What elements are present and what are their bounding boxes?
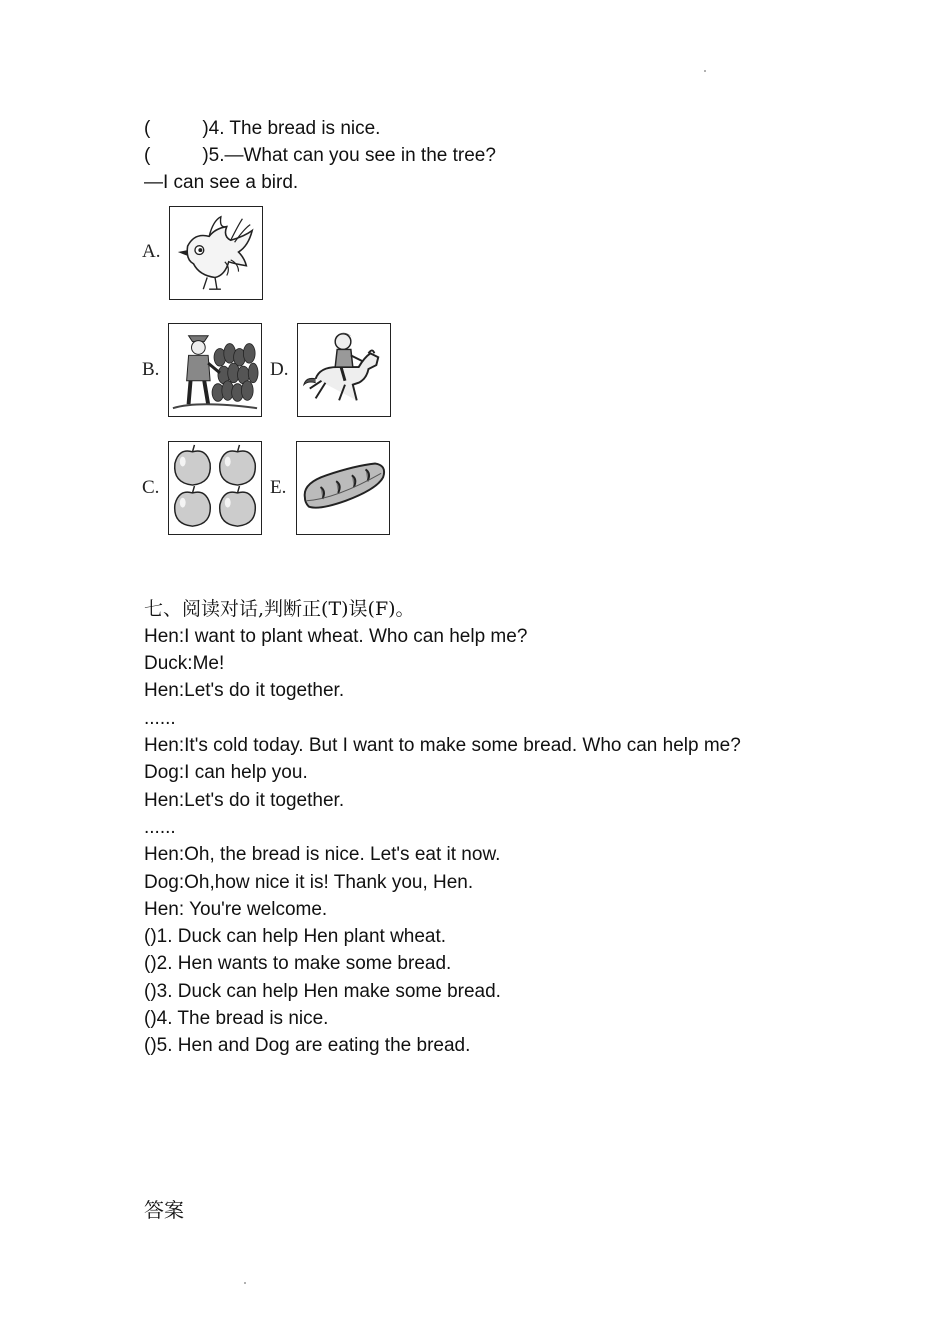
horse-rider-icon (297, 323, 391, 417)
dialogue-line: Dog:Oh,how nice it is! Thank you, Hen. (144, 872, 474, 893)
dialogue-line: Hen:Let's do it together. (144, 680, 345, 701)
apples-icon (168, 441, 262, 535)
statement-4: ()4. The bread is nice. (144, 1008, 329, 1029)
statement-1: ()1. Duck can help Hen plant wheat. (144, 926, 447, 947)
question-4 (144, 117, 380, 141)
question-5 (144, 144, 496, 168)
option-d-letter: D. (270, 359, 289, 380)
answer-heading: 答案 (144, 1198, 184, 1222)
question-5-answer: —I can see a bird. (144, 172, 299, 193)
dialogue-ellipsis: ...... (144, 817, 176, 838)
statement-5: ()5. Hen and Dog are eating the bread. (144, 1035, 471, 1056)
dialogue-line: Hen:Let's do it together. (144, 790, 345, 811)
farmer-field-icon (168, 323, 262, 417)
dialogue-line: Hen:Oh, the bread is nice. Let's eat it now. (144, 844, 501, 865)
section-7-heading: 七、阅读对话,判断正(T)误(F)。 (144, 598, 415, 620)
dialogue-line: Hen: You're welcome. (144, 899, 328, 920)
bread-icon (296, 441, 390, 535)
statement-3: ()3. Duck can help Hen make some bread. (144, 981, 501, 1002)
statement-2: ()2. Hen wants to make some bread. (144, 953, 452, 974)
option-b-letter: B. (142, 359, 160, 380)
dialogue-ellipsis: ...... (144, 708, 176, 729)
question-5-text: )5.—What can you see in the tree? (202, 145, 496, 166)
dialogue-line: Dog:I can help you. (144, 762, 308, 783)
dialogue-line: Hen:It's cold today. But I want to make some bread. Who can help me? (144, 735, 741, 756)
bird-icon (169, 206, 263, 300)
question-4-paren: ( (144, 118, 151, 139)
option-c-letter: C. (142, 477, 160, 498)
question-4-text: )4. The bread is nice. (202, 118, 381, 139)
dialogue-line: Duck:Me! (144, 653, 225, 674)
dialogue-line: Hen:I want to plant wheat. Who can help me? (144, 626, 528, 647)
scan-speck (704, 70, 706, 72)
question-5-paren: ( (144, 145, 151, 166)
option-e-letter: E. (270, 477, 287, 498)
option-a-letter: A. (142, 241, 161, 262)
scan-speck (244, 1282, 246, 1284)
